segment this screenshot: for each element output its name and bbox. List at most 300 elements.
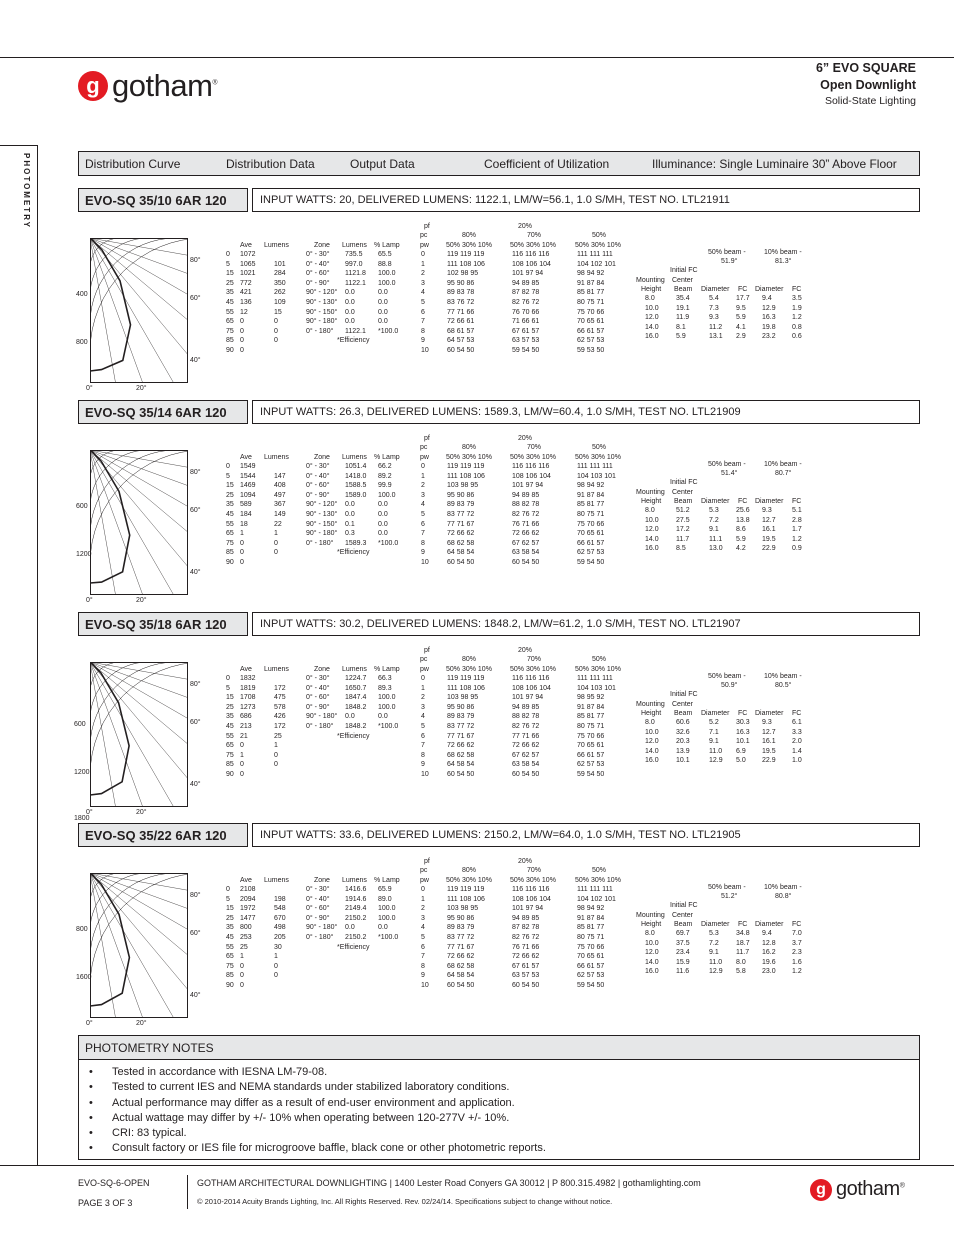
dist-lumens: 22 [274,520,282,528]
dist-deg: 75 [226,539,234,547]
distribution-curve-line [90,662,129,795]
ill-diam50: 7.2 [709,516,719,524]
cu-50-values: 91 87 84 [577,491,605,499]
dist-ave: 18 [240,520,248,528]
zone-lumens: 1589.3 [345,539,367,547]
cu-rcr: 6 [421,520,425,528]
note-item: • Consult factory or IES file for microgroove baffle, black cone or other photometric reports. [89,1141,919,1156]
cu-70: 70% [527,867,542,874]
zone-range: 90° - 180° [306,318,338,326]
beam10-label: 10% beam - [764,673,802,680]
note-item: • CRI: 83 typical. [89,1126,919,1141]
cu-80-values: 95 90 86 [447,279,475,287]
dist-lumens: 497 [274,491,286,499]
cu-subheader: 50% 30% 10% [510,454,556,461]
cu-70-values: 94 89 85 [512,914,540,922]
dist-ave: 0 [240,742,244,750]
cu-70-values: 72 66 62 [512,530,540,538]
cu-subheader: 50% 30% 10% [510,242,556,249]
cu-80-values: 83 77 72 [447,723,475,730]
footer-code: EVO-SQ-6-OPEN [78,1178,150,1188]
cu-50-values: 62 57 53 [577,761,605,769]
zone-range: 0° - 90° [306,491,330,499]
ill-diam10: 12.7 [762,516,776,524]
zone-header-lumens: Lumens [342,877,367,884]
zone-range: 0° - 90° [306,279,330,287]
ill-diam50: 7.1 [709,728,719,736]
cu-70-values: 63 58 54 [512,761,540,769]
product-heading [816,60,916,108]
dist-deg: 35 [226,924,234,932]
zone-lumens: 0.0 [345,924,355,932]
zone-range: 0° - 180° [306,723,334,730]
cu-70-values: 60 54 50 [512,771,540,778]
tab-illuminance: Illuminance: Single Luminaire 30” Above Floor [652,157,897,171]
ill-fc50: 16.3 [736,728,750,736]
dist-deg: 45 [226,723,234,730]
dist-deg: 45 [226,934,234,941]
brand-logo [78,68,217,104]
dist-deg: 25 [226,914,234,922]
zone-efficiency: *Efficiency [337,732,370,740]
cu-50-values: 75 70 66 [577,943,605,951]
ill-height: 8.0 [645,507,655,514]
ill-center: 20.3 [676,738,690,746]
dist-lumens: 350 [274,279,286,287]
section-input: INPUT WATTS: 20, DELIVERED LUMENS: 1122.1, LM/W=56.1, 1.0 S/MH, TEST NO. LTL21911 [252,188,920,212]
cu-70-values: 72 66 62 [512,742,540,750]
ill-center: 11.7 [676,535,690,543]
zone-lumens: 1589.0 [345,491,367,499]
cu-rcr: 8 [421,962,425,970]
cu-50-values: 111 111 111 [577,463,613,470]
chart-grid-line [90,450,158,595]
footer-divider [187,1175,188,1209]
cu-80: 80% [462,232,477,239]
dist-lumens: 0 [274,549,278,557]
cu-80: 80% [462,867,477,874]
beam50-label: 50% beam - [708,673,746,680]
zone-pct: *100.0 [378,539,399,547]
chart-grid-line [91,663,188,807]
ill-diam50: 9.3 [709,314,719,322]
zone-lumens: 0.1 [345,520,355,528]
dist-ave: 25 [240,943,248,951]
dist-lumens: 30 [274,943,282,951]
zone-lumens: 1848.2 [345,723,367,730]
cu-subheader: 50% 30% 10% [446,877,492,884]
cu-rcr: 2 [421,482,425,490]
cu-pw: pw [420,666,429,673]
cu-50: 50% [592,656,607,663]
cu-50-values: 98 94 92 [577,482,605,490]
section-input: INPUT WATTS: 30.2, DELIVERED LUMENS: 1848.2, LM/W=61.2, 1.0 S/MH, TEST NO. LTL21907 [252,612,920,636]
zone-pct: 65.9 [378,886,392,893]
zone-lumens: 1122.1 [345,279,366,287]
cu-80-values: 64 58 54 [447,549,475,557]
ill-center: 15.9 [676,958,690,966]
chart-grid-line [90,238,188,383]
cu-50-values: 91 87 84 [577,914,605,922]
zone-pct: 89.3 [378,684,392,692]
chart-angle-label: 40° [190,569,201,576]
cu-subheader: 50% 30% 10% [575,877,621,884]
zone-pct: 0.0 [378,289,388,297]
cu-50: 50% [592,444,607,451]
zone-pct: 66.2 [378,463,392,470]
chart-x-label: 20° [136,385,147,392]
chart-x-label: 20° [136,597,147,604]
zone-range: 0° - 30° [306,251,330,258]
ill-diam10: 22.9 [762,757,776,765]
dist-lumens: 0 [274,962,278,970]
zone-lumens: 0.3 [345,530,355,538]
zone-header-lumens: Lumens [342,454,367,461]
photometry-section [0,612,954,822]
zone-header-pct: % Lamp [374,454,400,461]
dist-lumens: 0 [274,751,278,759]
side-label: PHOTOMETRY [22,153,31,230]
cu-pf: pf [424,435,430,442]
cu-rcr: 2 [421,270,425,278]
cu-rcr: 10 [421,982,429,989]
zone-range: 0° - 60° [306,694,330,702]
ill-fc10: 6.1 [792,719,802,726]
cu-rcr: 6 [421,308,425,316]
cu-80-values: 83 77 72 [447,511,475,518]
zone-lumens: 1121.8 [345,270,366,278]
brand-g-mark: g [78,71,108,101]
product-line1: 6” EVO SQUARE [815,61,916,75]
cu-rcr: 7 [421,530,425,538]
ill-fc50: 5.9 [736,314,746,322]
zone-pct: 100.0 [378,703,396,711]
dist-header-lumens: Lumens [264,454,289,461]
cu-50-values: 85 81 77 [577,501,605,509]
cu-70-values: 71 66 61 [512,318,540,326]
zone-range: 0° - 60° [306,905,330,913]
footer-copyright: © 2010-2014 Acuity Brands Lighting, Inc. All Rights Reserved. Rev. 02/24/14. Specifications subject to change without notice. [197,1197,613,1206]
zone-lumens: 2149.4 [345,905,367,913]
cu-70-values: 116 116 116 [512,886,550,893]
cu-70-values: 88 82 78 [512,713,540,721]
dist-deg: 55 [226,732,234,740]
cu-50-values: 75 70 66 [577,732,605,740]
dist-lumens: 475 [274,694,286,702]
zone-range: 0° - 60° [306,482,330,490]
dist-deg: 35 [226,501,234,509]
zone-pct: 0.0 [378,501,388,509]
dist-lumens: 205 [274,934,286,941]
dist-header-lumens: Lumens [264,877,289,884]
zone-range: 0° - 60° [306,270,330,278]
dist-ave: 0 [240,972,244,980]
photometry-section [0,400,954,604]
zone-pct: *100.0 [378,723,399,730]
dist-ave: 213 [240,723,252,730]
distribution-curve-chart [90,450,188,595]
zone-range: 0° - 40° [306,472,330,480]
zone-pct: 88.8 [378,260,392,268]
ill-diam50: 7.2 [709,939,719,947]
cu-50-values: 104 103 101 [577,472,616,480]
cu-80-values: 119 119 119 [447,251,485,258]
cu-80: 80% [462,444,477,451]
cu-50-values: 104 103 101 [577,684,616,692]
ill-center: 35.4 [676,295,690,302]
tab-output-data: Output Data [350,157,415,171]
zone-lumens: 0.0 [345,511,355,518]
cu-rcr: 4 [421,501,425,509]
ill-mh1: Mounting [636,912,665,919]
ill-fc50: 10.1 [736,738,750,746]
ill-center: 37.5 [676,939,690,947]
ill-diam50: 5.3 [709,930,719,937]
ill-diam50: 13.0 [709,545,723,553]
beam10-angle: 81.3° [775,258,792,265]
cu-rcr: 2 [421,905,425,913]
zone-range: 90° - 150° [306,520,338,528]
dist-deg: 5 [226,472,230,480]
ill-height: 10.0 [645,516,659,524]
product-line2: Open Downlight [820,78,916,92]
cu-pw: pw [420,242,429,249]
ill-fc10: 2.0 [792,738,802,746]
ill-fc10: 1.9 [792,304,802,312]
ill-diam10: 9.3 [762,719,772,726]
ill-height: 14.0 [645,323,659,331]
ill-diam50: 9.1 [709,526,719,534]
cu-50-values: 104 102 101 [577,895,616,903]
dist-ave: 589 [240,501,252,509]
ill-fc10: 7.0 [792,930,802,937]
zone-pct: 100.0 [378,279,396,287]
dist-deg: 90 [226,347,234,354]
ill-fc10: 3.5 [792,295,802,302]
zone-range: 90° - 180° [306,924,338,932]
ill-height: 12.0 [645,526,659,534]
cu-80-values: 60 54 50 [447,771,475,778]
cu-20: 20% [518,858,533,865]
cu-80-values: 119 119 119 [447,463,485,470]
zone-header-zone: Zone [314,242,330,249]
cu-subheader: 50% 30% 10% [510,666,556,673]
footer-rule [0,1165,954,1166]
zone-lumens: 1847.4 [345,694,367,702]
cu-80-values: 95 90 86 [447,914,475,922]
ill-height: 16.0 [645,333,659,341]
cu-rcr: 10 [421,771,429,778]
dist-lumens: 284 [274,270,286,278]
chart-grid-line [90,662,188,807]
ill-fc3: Beam [674,498,693,505]
zone-pct: 0.0 [378,713,388,721]
dist-lumens: 1 [274,953,278,961]
cu-70-values: 82 76 72 [512,934,540,941]
zone-lumens: 1650.7 [345,684,367,692]
ill-height: 8.0 [645,930,655,937]
ill-height: 12.0 [645,314,659,322]
dist-deg: 85 [226,337,234,345]
dist-lumens: 367 [274,501,286,509]
cu-50-values: 80 75 71 [577,934,605,941]
cu-50: 50% [592,232,607,239]
cu-70-values: 63 58 54 [512,549,540,557]
ill-diam10: 19.5 [762,535,776,543]
ill-fc10: 1.0 [792,757,802,765]
cu-80-values: 72 66 61 [447,318,475,326]
cu-subheader: 50% 30% 10% [575,666,621,673]
zone-range: 0° - 40° [306,684,330,692]
zone-pct: 100.0 [378,270,396,278]
cu-50-values: 98 94 92 [577,270,605,278]
cu-70-values: 108 106 104 [512,684,551,692]
chart-grid-line [90,238,188,383]
zone-range: 90° - 150° [306,308,338,316]
cu-80-values: 68 62 58 [447,751,475,759]
cu-50-values: 70 65 61 [577,953,605,961]
ill-center: 60.6 [676,719,690,726]
beam50-angle: 51.9° [721,258,738,265]
beam10-angle: 80.5° [775,682,792,689]
cu-pf: pf [424,647,430,654]
cu-70-values: 101 97 94 [512,905,544,913]
tab-distribution-data: Distribution Data [226,157,315,171]
cu-subheader: 50% 30% 10% [575,454,621,461]
zone-efficiency: *Efficiency [337,549,370,557]
cu-70-values: 82 76 72 [512,511,540,518]
ill-f10: FC [792,286,802,293]
cu-rcr: 5 [421,511,425,518]
cu-70-values: 94 89 85 [512,491,540,499]
dist-lumens: 147 [274,472,286,480]
ill-height: 10.0 [645,304,659,312]
ill-diam10: 23.2 [762,333,776,341]
cu-pc: pc [420,867,428,874]
footer-brand-name: gotham [836,1178,900,1200]
cu-70: 70% [527,656,542,663]
section-title: EVO-SQ 35/14 6AR 120 [78,400,248,424]
zone-range: 0° - 30° [306,675,330,682]
dist-deg: 15 [226,694,234,702]
note-item: • Tested to current IES and NEMA standards under stabilized laboratory conditions. [89,1080,919,1095]
ill-f50: FC [738,286,748,293]
dist-deg: 75 [226,327,234,335]
cu-50: 50% [592,867,607,874]
ill-fc10: 1.2 [792,968,802,976]
cu-rcr: 0 [421,463,425,470]
zone-pct: *100.0 [378,934,399,941]
cu-70-values: 116 116 116 [512,675,550,682]
note-item: • Actual wattage may differ by +/- 10% when operating between 120-277V +/- 10%. [89,1111,919,1126]
cu-rcr: 5 [421,299,425,306]
ill-diam10: 19.6 [762,958,776,966]
beam50-label: 50% beam - [708,461,746,468]
cu-50-values: 98 94 92 [577,905,605,913]
dist-deg: 25 [226,491,234,499]
dist-ave: 686 [240,713,252,721]
chart-x-label: 0° [86,809,93,816]
dist-ave: 1273 [240,703,256,711]
ill-fc50: 5.8 [736,968,746,976]
zone-lumens: 1588.5 [345,482,367,490]
ill-height: 10.0 [645,728,659,736]
dist-deg: 15 [226,482,234,490]
zone-range: 0° - 180° [306,327,334,335]
section-input: INPUT WATTS: 26.3, DELIVERED LUMENS: 1589.3, LM/W=60.4, 1.0 S/MH, TEST NO. LTL21909 [252,400,920,424]
dist-header-ave: Ave [240,877,252,884]
dist-deg: 25 [226,703,234,711]
dist-lumens: 262 [274,289,286,297]
zone-pct: 89.0 [378,895,392,903]
ill-diam10: 23.0 [762,968,776,976]
zone-pct: 65.5 [378,251,392,258]
zone-header-pct: % Lamp [374,666,400,673]
cu-70-values: 67 62 57 [512,539,540,547]
cu-70-values: 116 116 116 [512,463,550,470]
cu-70-values: 88 82 78 [512,501,540,509]
ill-fc50: 25.6 [736,507,750,514]
cu-rcr: 3 [421,703,425,711]
cu-50-values: 66 61 57 [577,327,605,335]
ill-center: 8.5 [676,545,686,553]
zone-header-zone: Zone [314,877,330,884]
ill-diam50: 5.4 [709,295,719,302]
dist-ave: 1819 [240,684,256,692]
zone-header-lumens: Lumens [342,666,367,673]
cu-50-values: 111 111 111 [577,251,613,258]
ill-diam10: 12.8 [762,939,776,947]
ill-center: 69.7 [676,930,690,937]
ill-fc50: 13.8 [736,516,750,524]
zone-lumens: 0.0 [345,299,355,306]
cu-subheader: 50% 30% 10% [446,454,492,461]
dist-ave: 800 [240,924,252,932]
dist-lumens: 426 [274,713,286,721]
cu-rcr: 5 [421,934,425,941]
cu-50-values: 70 65 61 [577,742,605,750]
distribution-curve-chart [90,873,188,1018]
cu-50-values: 66 61 57 [577,539,605,547]
section-tabs [78,151,920,176]
dist-deg: 0 [226,251,230,258]
cu-80-values: 77 71 67 [447,943,475,951]
cu-80-values: 64 58 54 [447,761,475,769]
dist-ave: 0 [240,347,244,354]
ill-f10: FC [792,710,802,717]
zone-pct: 89.2 [378,472,392,480]
zone-range: 0° - 180° [306,934,334,941]
chart-y-label: 600 [74,721,86,728]
zone-lumens: 1122.1 [345,327,366,335]
ill-d10: Diameter [755,710,784,717]
dist-deg: 5 [226,895,230,903]
chart-x-label: 0° [86,597,93,604]
dist-header-lumens: Lumens [264,242,289,249]
chart-grid-line [90,873,188,1018]
ill-f10: FC [792,498,802,505]
cu-50-values: 80 75 71 [577,511,605,518]
chart-grid-line [91,239,188,383]
ill-center: 11.9 [676,314,690,322]
cu-80-values: 111 108 106 [447,260,485,268]
zone-lumens: 1418.0 [345,472,367,480]
dist-deg: 25 [226,279,234,287]
dist-deg: 55 [226,308,234,316]
ill-fc50: 4.2 [736,545,746,553]
cu-rcr: 4 [421,713,425,721]
dist-ave: 1021 [240,270,256,278]
